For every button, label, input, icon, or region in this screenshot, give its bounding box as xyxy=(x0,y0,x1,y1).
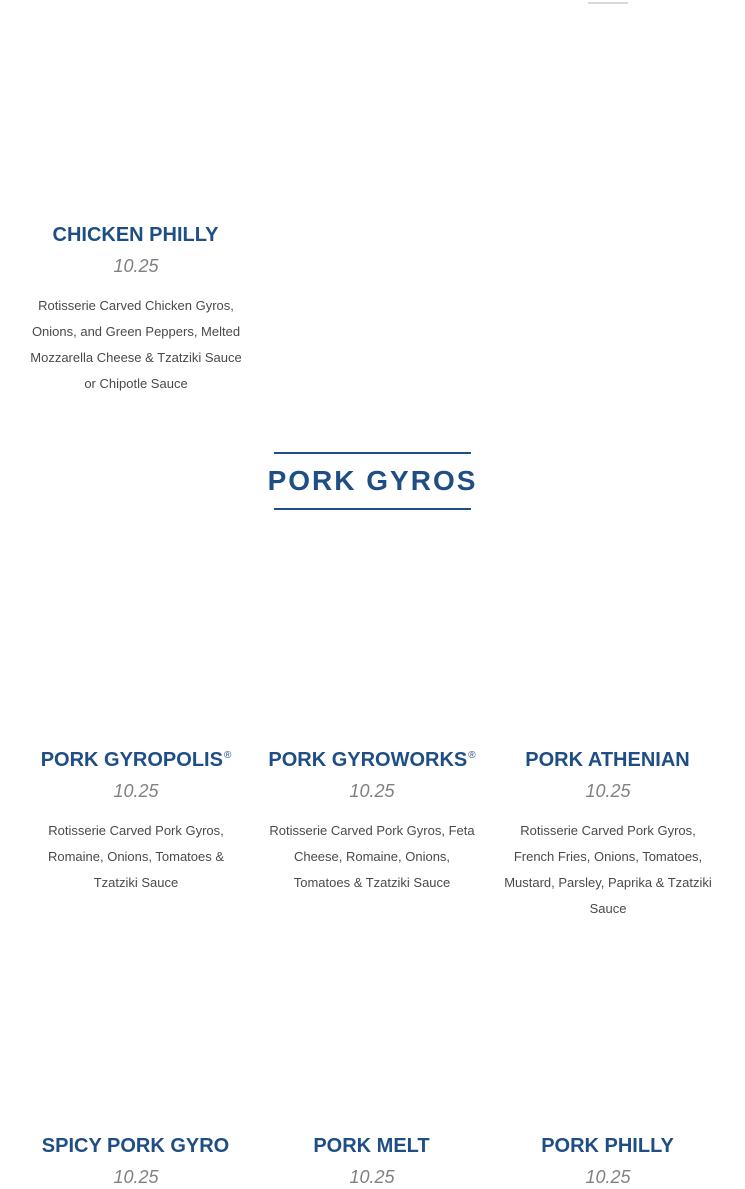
menu-item-name: SPICY PORK GYRO xyxy=(41,1135,230,1157)
menu-item-name: PORK MELT xyxy=(313,1135,430,1157)
menu-item-price: 10.25 xyxy=(585,781,631,801)
menu-item-description: Rotisserie Carved Pork Gyros, Feta Cheese, Romaine, Onions, Tomatoes & Tzatziki Sauce xyxy=(269,823,475,890)
registered-mark: ® xyxy=(468,750,476,761)
menu-item-price: 10.25 xyxy=(349,1167,395,1187)
menu-item-price: 10.25 xyxy=(113,1167,159,1187)
menu-item-description: Rotisserie Carved Pork Gyros, Romaine, Onions, Tomatoes & Tzatziki Sauce xyxy=(47,823,225,890)
menu-item-price: 10.25 xyxy=(585,1167,631,1187)
menu-item-description: Rotisserie Carved Pork Gyros, French Fries, Onions, Tomatoes, Mustard, Parsley, Paprika & Tzatziki Sauce xyxy=(504,823,712,916)
menu-item-name: PORK GYROPOLIS® xyxy=(40,749,232,771)
menu-item-pork-melt[interactable] xyxy=(254,1129,490,1189)
cut-off-item-fragment xyxy=(588,0,628,4)
menu-item-pork-gyropolis[interactable] xyxy=(18,743,254,896)
section-heading-text: PORK GYROS xyxy=(267,465,478,496)
menu-item-price: 10.25 xyxy=(113,256,159,276)
menu-item-description: Rotisserie Carved Chicken Gyros, Onions, and Green Peppers, Melted Mozzarella Cheese & Tzatziki Sauce or Chipotle Sauce xyxy=(30,298,242,391)
menu-item-pork-gyroworks[interactable] xyxy=(254,743,490,896)
registered-mark: ® xyxy=(223,750,232,761)
menu-item-name: PORK GYROWORKS® xyxy=(268,749,476,771)
menu-item-price: 10.25 xyxy=(349,781,395,801)
menu-item-price: 10.25 xyxy=(113,781,159,801)
menu-item-name: CHICKEN PHILLY xyxy=(52,224,219,246)
menu-item-pork-philly[interactable] xyxy=(490,1129,726,1189)
menu-item-name: PORK ATHENIAN xyxy=(525,749,690,771)
menu-item-spicy-pork-gyro[interactable] xyxy=(18,1129,254,1189)
menu-item-name: PORK PHILLY xyxy=(541,1135,674,1157)
section-heading-pork-gyros xyxy=(267,452,478,510)
menu-item-pork-athenian[interactable] xyxy=(490,743,726,922)
menu-item-chicken-philly[interactable] xyxy=(18,218,254,397)
